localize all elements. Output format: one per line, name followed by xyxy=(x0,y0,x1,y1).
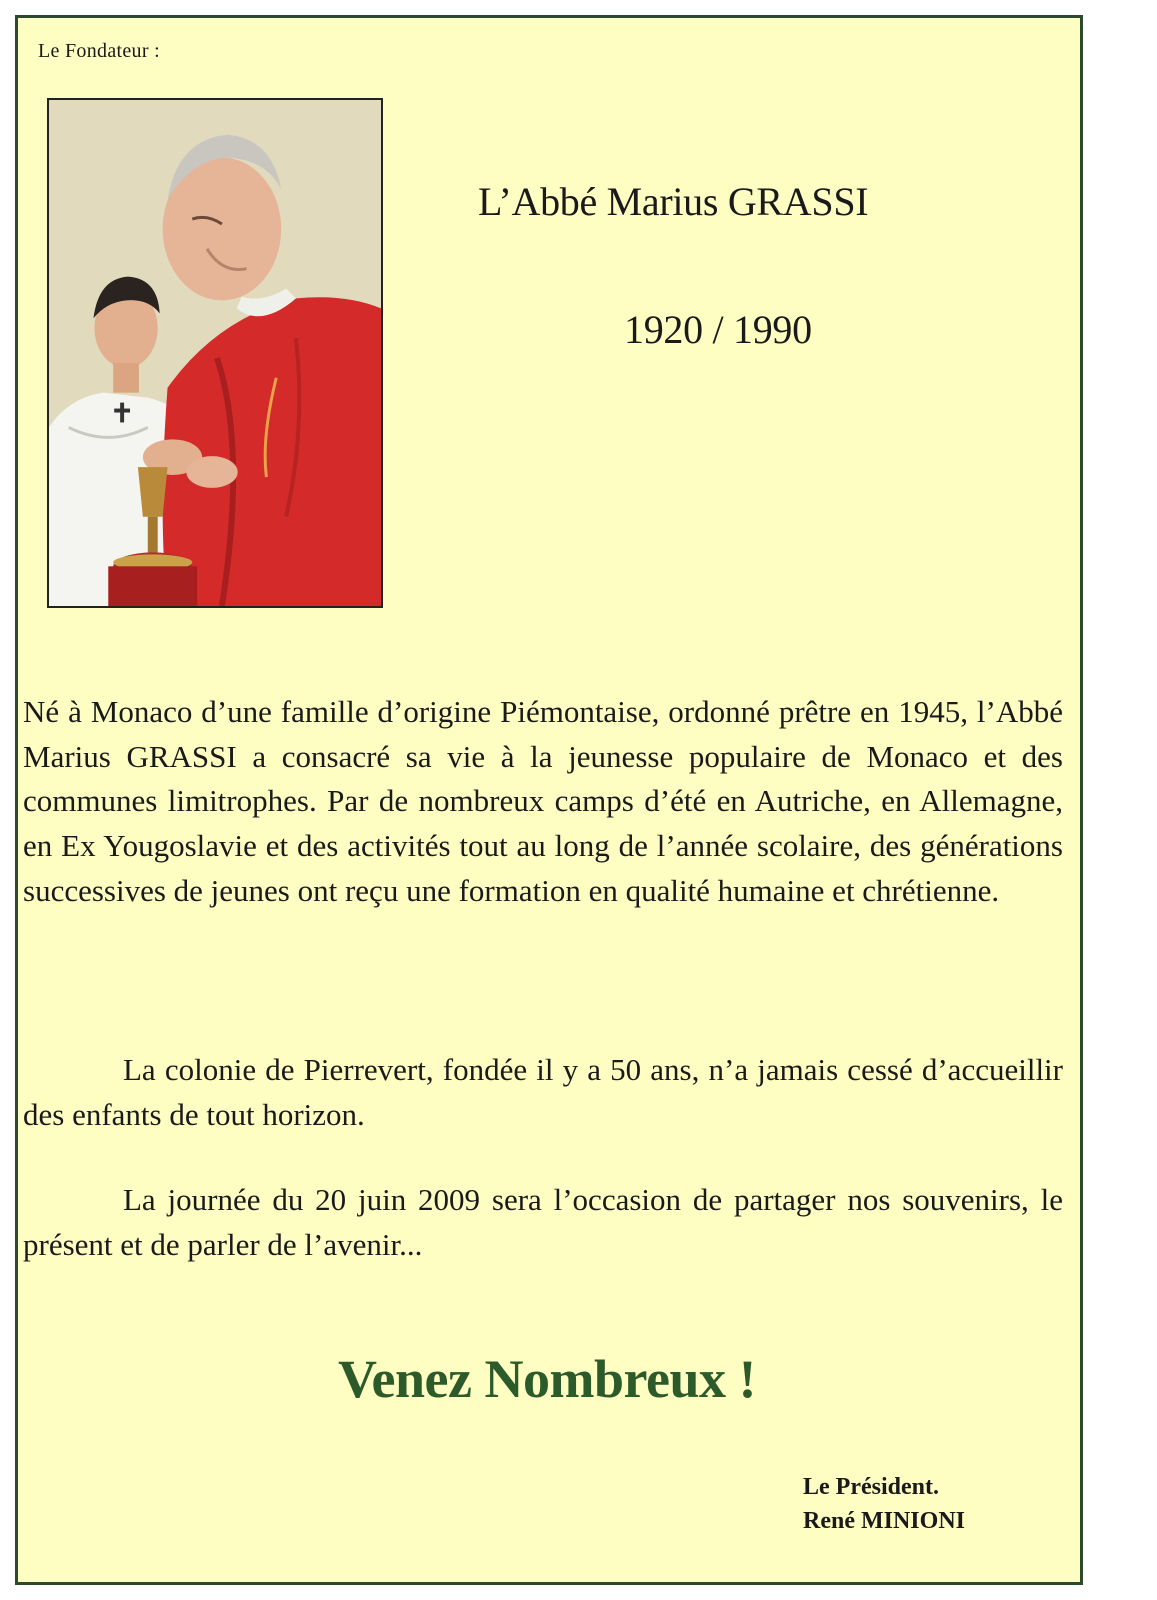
founder-photo-illustration xyxy=(49,100,381,606)
call-to-action: Venez Nombreux ! xyxy=(338,1349,756,1409)
colony-paragraph: La colonie de Pierrevert, fondée il y a 50 ans, n’a jamais cessé d’accueillir des enfants de tout horizon. xyxy=(23,1052,1063,1132)
signature-role: Le Président. xyxy=(803,1474,939,1500)
page-frame xyxy=(15,15,1083,1585)
founder-years: 1920 / 1990 xyxy=(624,307,812,352)
founder-label: Le Fondateur : xyxy=(38,40,160,62)
event-paragraph: La journée du 20 juin 2009 sera l’occasion de partager nos souvenirs, le présent et de parler de l’avenir... xyxy=(23,1182,1063,1262)
biography-paragraph: Né à Monaco d’une famille d’origine Piémontaise, ordonné prêtre en 1945, l’Abbé Marius GRASSI a consacré sa vie à la jeunesse populaire de Monaco et des communes limitrophes. Par de nombreux camps d’été en Autriche, en Allemagne, en Ex Yougoslavie et des activités tout au long de l’année scolaire, des générations successives de jeunes ont reçu une formation en qualité humaine et chrétienne. xyxy=(23,694,1063,908)
founder-photo xyxy=(47,98,383,608)
founder-name: L’Abbé Marius GRASSI xyxy=(478,179,869,224)
signature-name: René MINIONI xyxy=(803,1508,965,1534)
signature-block xyxy=(803,1470,965,1538)
